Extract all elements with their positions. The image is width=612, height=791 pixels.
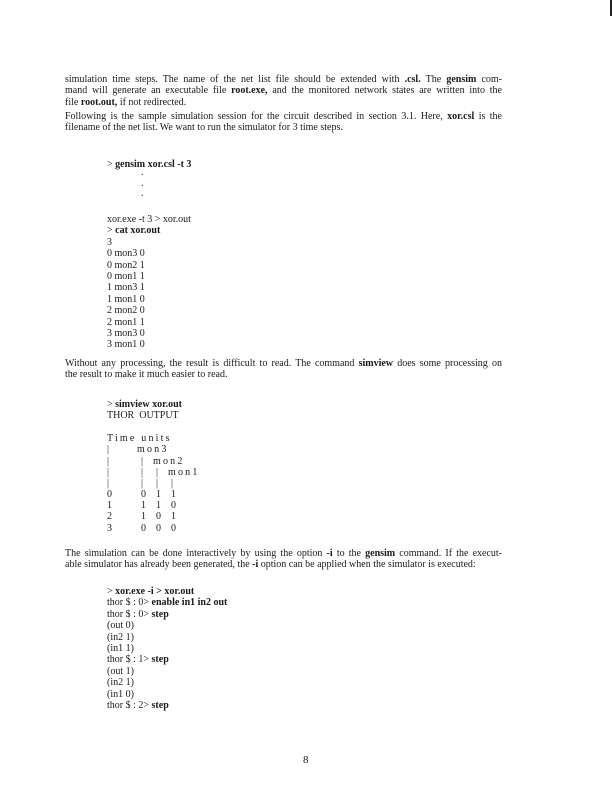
bold-text: simview xyxy=(358,358,394,369)
simview-header-row-pipes xyxy=(107,478,182,489)
text-segment: 3 mon1 0 xyxy=(107,339,145,351)
text-segment: thor $ : 1> xyxy=(107,654,152,666)
code-line xyxy=(107,620,227,631)
monitor-label: mon3 xyxy=(137,444,169,456)
simview-table-row xyxy=(107,511,182,522)
pipe: | xyxy=(141,455,144,467)
text-segment: simulation time steps. The name of the net list file should be extended with xyxy=(65,74,405,85)
value-cell: 1 xyxy=(171,511,176,523)
bold-text: cat xor.out xyxy=(115,225,161,237)
code-line xyxy=(107,654,227,665)
text-line xyxy=(65,369,502,380)
bold-text: xor.exe -i > xor.out xyxy=(115,586,195,597)
text-segment: command. If the execut- xyxy=(395,548,503,559)
paragraph-sample-session xyxy=(65,111,502,134)
text-line xyxy=(65,85,502,96)
text-segment: filename of the net list. We want to run the simulator for 3 time steps. xyxy=(65,122,343,134)
listing-simview xyxy=(107,399,200,534)
text-segment: thor $ : 0> xyxy=(107,608,152,620)
code-line xyxy=(107,632,227,643)
bold-text: step xyxy=(151,699,169,711)
time-units-label: Time units xyxy=(107,433,172,445)
listing-interactive-session xyxy=(107,586,227,711)
bold-text: step xyxy=(151,608,169,620)
text-segment: Following is the sample simulation session for the circuit described in section 3.1. Here, xyxy=(65,111,448,122)
text-segment: is the xyxy=(474,111,502,122)
text-segment: (out 1) xyxy=(107,665,134,677)
time-cell: 2 xyxy=(107,511,112,523)
simview-table-row xyxy=(107,500,182,511)
text-segment: thor $ : 2> xyxy=(107,699,152,711)
pipe: | xyxy=(171,477,174,489)
bold-text: gensim xor.csl -t 3 xyxy=(115,159,192,170)
code-line xyxy=(107,422,182,433)
text-segment: able simulator has already been generated, the xyxy=(65,559,253,571)
code-line xyxy=(107,339,191,350)
code-line xyxy=(107,159,191,170)
code-line xyxy=(107,248,191,259)
text-segment: > xyxy=(107,225,116,237)
pipe: | xyxy=(141,466,144,478)
code-line xyxy=(107,225,191,236)
text-segment: THOR OUTPUT xyxy=(107,410,179,422)
simview-header-row-mon2 xyxy=(107,455,185,467)
code-line xyxy=(107,282,191,293)
text-segment: (in2 1) xyxy=(107,631,134,643)
text-segment: (in1 0) xyxy=(107,688,134,700)
bold-text: gensim xyxy=(365,548,396,559)
pipe: | xyxy=(107,477,110,489)
code-line xyxy=(107,328,191,339)
text-segment: > xyxy=(107,586,116,597)
time-cell: 1 xyxy=(107,500,112,512)
text-segment: 0 mon2 1 xyxy=(107,259,145,271)
value-cell: 0 xyxy=(156,522,161,534)
text-segment: (in2 1) xyxy=(107,677,134,689)
ellipsis-dot: . xyxy=(141,177,144,189)
pipe: | xyxy=(107,455,110,467)
pipe: | xyxy=(107,466,110,478)
code-line xyxy=(107,586,227,597)
code-line xyxy=(107,214,191,225)
text-segment: option can be applied when the simulator is executed: xyxy=(258,559,476,571)
text-segment: 2 mon1 1 xyxy=(107,316,145,328)
text-segment: file xyxy=(65,96,81,108)
text-line xyxy=(65,122,502,133)
text-segment: (out 0) xyxy=(107,620,134,632)
text-line xyxy=(65,559,502,570)
ellipsis-dot: . xyxy=(141,188,144,199)
code-line xyxy=(107,305,191,316)
paragraph-gensim-description xyxy=(65,74,502,108)
code-line xyxy=(107,689,227,700)
bold-text: xor.csl xyxy=(447,111,475,122)
listing-batch-output xyxy=(107,214,191,351)
pipe: | xyxy=(156,477,159,489)
value-cell: 1 xyxy=(141,511,146,523)
text-segment: 1 mon3 1 xyxy=(107,282,145,294)
text-line xyxy=(65,111,502,122)
paragraph-simview-intro xyxy=(65,358,502,381)
code-line xyxy=(107,260,191,271)
code-line xyxy=(107,666,227,677)
code-line xyxy=(107,597,227,608)
bold-text: root.out, xyxy=(80,96,118,108)
text-segment: thor $ : 0> xyxy=(107,597,152,609)
text-segment: 0 mon1 1 xyxy=(107,270,145,282)
bold-text: simview xor.out xyxy=(115,399,182,410)
bold-text: .csl. xyxy=(404,74,421,85)
value-cell: 1 xyxy=(141,500,146,512)
text-segment: > xyxy=(107,159,116,170)
simview-command-lines xyxy=(107,399,182,433)
text-line xyxy=(65,74,502,85)
text-segment xyxy=(107,422,110,433)
value-cell: 0 xyxy=(141,522,146,534)
code-line xyxy=(107,643,227,654)
code-line xyxy=(107,317,191,328)
text-segment: > xyxy=(107,399,116,410)
pipe: | xyxy=(141,477,144,489)
text-line xyxy=(65,97,502,108)
simview-table-row xyxy=(107,523,182,534)
text-segment: 0 mon3 0 xyxy=(107,248,145,260)
code-line xyxy=(107,609,227,620)
code-line xyxy=(107,237,191,248)
text-segment: to the xyxy=(332,548,366,559)
text-segment: and the monitored network states are written into the xyxy=(267,85,502,97)
paragraph-interactive-intro xyxy=(65,548,502,571)
listing-gensim-command xyxy=(107,159,191,170)
code-line xyxy=(107,399,182,410)
text-segment: does some processing on xyxy=(393,358,502,369)
text-segment: The simulation can be done interactively by using the option xyxy=(65,548,327,559)
simview-header-row-mon3 xyxy=(107,444,182,455)
pipe: | xyxy=(107,444,110,456)
code-line xyxy=(107,410,182,421)
bold-text: root.exe, xyxy=(231,85,268,97)
value-cell: 0 xyxy=(156,511,161,523)
bold-text: -i xyxy=(252,559,259,571)
time-cell: 3 xyxy=(107,522,112,534)
monitor-label: mon2 xyxy=(153,455,185,467)
bold-text: step xyxy=(151,654,169,666)
value-cell: 0 xyxy=(141,489,146,501)
value-cell: 1 xyxy=(171,489,176,501)
ellipsis-dot: . xyxy=(141,167,144,178)
time-cell: 0 xyxy=(107,489,112,501)
value-cell: 0 xyxy=(171,500,176,512)
value-cell: 1 xyxy=(156,500,161,512)
text-segment: 1 mon1 0 xyxy=(107,293,145,305)
text-segment: if not redirected. xyxy=(117,96,187,108)
value-cell: 0 xyxy=(171,522,176,534)
bold-text: -i xyxy=(326,548,333,559)
text-segment: The xyxy=(420,74,447,85)
monitor-label: mon1 xyxy=(168,466,200,478)
code-line xyxy=(107,700,227,711)
text-line xyxy=(65,548,502,559)
code-line xyxy=(107,271,191,282)
text-line xyxy=(65,358,502,369)
simview-table-header xyxy=(107,433,182,444)
text-segment: 3 xyxy=(107,236,112,248)
simview-table-rows xyxy=(107,489,182,534)
text-segment: com- xyxy=(476,74,503,85)
text-segment: (in1 1) xyxy=(107,642,134,654)
simview-header-row-mon1 xyxy=(107,466,200,478)
text-segment: mand will generate an executable file xyxy=(65,85,232,97)
text-segment: the result to make it much easier to read. xyxy=(65,369,228,381)
text-segment: xor.exe -t 3 > xor.out xyxy=(107,214,191,225)
value-cell: 1 xyxy=(156,489,161,501)
code-line xyxy=(107,294,191,305)
listing-ellipsis xyxy=(141,168,144,200)
bold-text: gensim xyxy=(446,74,477,85)
code-line xyxy=(107,677,227,688)
pipe: | xyxy=(156,466,159,478)
page-number: 8 xyxy=(303,754,309,766)
simview-table-row xyxy=(107,489,182,500)
bold-text: enable in1 in2 out xyxy=(151,597,228,609)
text-segment: 3 mon3 0 xyxy=(107,327,145,339)
text-segment: Without any processing, the result is difficult to read. The command xyxy=(65,358,359,369)
text-segment: 2 mon2 0 xyxy=(107,305,145,317)
